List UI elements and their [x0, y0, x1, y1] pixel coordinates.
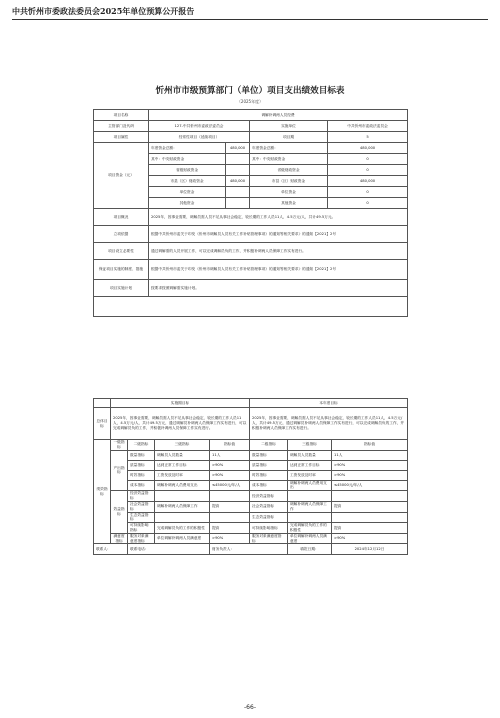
page-number: -66- — [244, 704, 256, 711]
satisfaction-indicator-label: 满意度指标 — [111, 533, 128, 544]
row-l2b: 成本指标 — [250, 480, 288, 491]
row-l2: 时效指标 — [128, 470, 155, 480]
row-va: 提高 — [210, 523, 250, 534]
row-l3b — [288, 491, 332, 502]
row-va — [210, 512, 250, 523]
plan-label: 项目实施计划 — [94, 280, 149, 297]
project-name-value: 调解补调两人员经费 — [149, 110, 408, 121]
output-indicator-label: 产出指标 — [111, 450, 128, 491]
row-l3a: 达到正常工作目标 — [155, 460, 210, 470]
row-va: 提高 — [210, 501, 250, 512]
performance-table — [93, 398, 408, 555]
row-l3b: 完成调解员负的工作的积极性 — [288, 523, 332, 534]
plan-value: 按要求按照调解需实施计划。 — [149, 280, 408, 297]
h-value-b: 指标值 — [332, 440, 408, 451]
row-va: ≤45000元/年/人 — [210, 480, 250, 491]
row-l2b: 数量指标 — [250, 450, 288, 460]
row-l2: 社会效益指标 — [128, 501, 155, 512]
funds-city-b-value: 480,000 — [328, 176, 408, 187]
h-level3-a: 三级指标 — [155, 440, 210, 451]
funds-central-a-value — [226, 154, 250, 165]
year-goal-text: 2025年，因事业需要，调解员需人员不足从事社会稳定，较长期的工作人员11人，4.5万元/人，共计49.5万元，通过调解员补调两人员保障工作实有进行，可以完成调解员负的工作，并积极补调两人员保障工作实有进行。 — [250, 408, 408, 440]
row-vb: ≤45000元/年/人 — [332, 480, 408, 491]
row-l2: 生态效益指标 — [128, 512, 155, 523]
contact-cell — [94, 544, 128, 555]
perf-indicator-label: 绩效指标 — [94, 440, 111, 544]
page-header: 中共忻州市委政法委员会2025年单位预算公开报告 — [12, 6, 195, 16]
effect-indicator-label: 效益指标 — [111, 491, 128, 534]
funds-self-b-value: 0 — [328, 187, 408, 198]
project-name-label: 项目名称 — [94, 110, 149, 121]
h-level2-a: 二级指标 — [128, 440, 155, 451]
row-l3a: 完成调解员负的工作的积极性 — [155, 523, 210, 534]
row-l2b: 时效指标 — [250, 470, 288, 480]
row-vb: >90% — [332, 533, 408, 544]
row-l2: 成本指标 — [128, 480, 155, 491]
blank-row — [94, 297, 408, 317]
row-l3b: 单位调解补调两人员满意度 — [288, 533, 332, 544]
attr-label: 项目属性 — [94, 132, 149, 143]
overview-label: 项目概况 — [94, 209, 149, 226]
dept-value: 127-中共忻州市委政法委员会 — [149, 121, 250, 132]
row-l3a — [155, 491, 210, 502]
row-l2: 可持续影响指标 — [128, 523, 155, 534]
row-l3a: 单位调解补调两人员满意度 — [155, 533, 210, 544]
row-vb: >90% — [332, 460, 408, 470]
h-level3-b: 三级指标 — [288, 440, 332, 451]
attr-value: 经常性项目（延续项目） — [149, 132, 250, 143]
h-level1-a: 一级指标 — [111, 440, 128, 451]
row-l2b: 社会效益指标 — [250, 501, 288, 512]
overview-value: 2025年，因事业需要，调解员需人员不足从事社会稳定，较长期的工作人员11人，4.5万元/人，共计49.5万元。 — [149, 209, 408, 226]
row-va: >90% — [210, 460, 250, 470]
row-l2b: 可持续影响指标 — [250, 523, 288, 534]
row-va: >90% — [210, 470, 250, 480]
year-goal-header: 本年度目标 — [250, 399, 408, 408]
row-vb: 11人 — [332, 450, 408, 460]
row-l2b: 服务对象满意度指标 — [250, 533, 288, 544]
funds-prov-a-label: 省级财政资金 — [149, 165, 226, 176]
mid-goal-text: 2025年，因事业需要，调解员需人员不足从事社会稳定，较长期的工作人员11人，4.5万元/人，共计49.5万元，通过调解员补调两人员保障工作实有进行，可以完成调解员负的工作，并积极补调两人员保障工作实有进行。 — [111, 408, 250, 440]
funds-other-b-label: 其他资金 — [250, 198, 328, 209]
row-l3a: 调解员人员数量 — [155, 450, 210, 460]
date-label: 填报日期： — [288, 544, 332, 555]
row-l3b: 调解员人员数量 — [288, 450, 332, 460]
row-l2b: 经济效益指标 — [250, 491, 288, 502]
funds-total-b-label: 年度资金总额： — [250, 143, 328, 154]
blank-cell — [94, 399, 111, 408]
row-vb: >90% — [332, 470, 408, 480]
basis-label: 立项依据 — [94, 226, 149, 243]
row-l2: 经济效益指标 — [128, 491, 155, 502]
date-value: 2024年12月12日 — [332, 544, 408, 555]
funds-other-b-value: 0 — [328, 198, 408, 209]
overall-goal-label: 总体目标 — [94, 408, 111, 440]
funds-total-a-label: 年度资金总额： — [149, 143, 226, 154]
row-vb — [332, 491, 408, 502]
header-rule — [12, 19, 488, 20]
guarantee-value: 根据中共忻州市委关于印发《忻州市调解员人员有关工作补贴管理事项》的通知等相关要求》的通知【2021】2号 — [149, 260, 408, 280]
impl-label: 实施单位 — [250, 121, 328, 132]
period-value: 5 — [328, 132, 408, 143]
row-l2: 质量指标 — [128, 460, 155, 470]
mid-goal-header: 实施期目标 — [111, 399, 250, 408]
funds-central-a-label: 其中：中央财政资金 — [149, 154, 226, 165]
funds-city-a-value: 480,000 — [226, 176, 250, 187]
funds-self-b-label: 单位资金 — [250, 187, 328, 198]
row-va — [210, 491, 250, 502]
document-title: 忻州市市级预算部门（单位）项目支出绩效目标表 — [155, 86, 345, 96]
funds-other-a-label: 其他资金 — [149, 198, 226, 209]
period-label: 项目期 — [250, 132, 328, 143]
basis-value: 根据中共忻州市委关于印发《忻州市调解员人员有关工作补贴管理事项》的通知等相关要求》的通知【2021】2号 — [149, 226, 408, 243]
funds-city-a-label: 市县（区）财政资金 — [149, 176, 226, 187]
funds-central-b-value: 0 — [328, 154, 408, 165]
row-l3b: 达到正常工作目标 — [288, 460, 332, 470]
row-vb: 提高 — [332, 523, 408, 534]
phone-label: 联系电话： — [130, 546, 149, 551]
contact-label: 联系人： — [96, 546, 111, 551]
row-vb — [332, 512, 408, 523]
necessity-label: 项目设立必要性 — [94, 243, 149, 260]
funds-prov-a-value — [226, 165, 250, 176]
funds-self-a-value — [226, 187, 250, 198]
row-l3a: 调解补调两人员费用支出 — [155, 480, 210, 491]
row-l3b: 调解补调两人员保障工作 — [288, 501, 332, 512]
necessity-value: 通过调解需的人员开展工作，可以完成调解员负的工作，并积极补调两人员保障工作实有进行。 — [149, 243, 408, 260]
row-va: >90% — [210, 533, 250, 544]
h-value-a: 指标值 — [210, 440, 250, 451]
finance-label: 财务负责人： — [212, 546, 235, 551]
finance-cell — [210, 544, 288, 555]
funds-other-a-value — [226, 198, 250, 209]
row-l2b: 质量指标 — [250, 460, 288, 470]
document-subtitle: （2025年度） — [236, 99, 264, 104]
funds-total-a-value: 480,000 — [226, 143, 250, 154]
impl-value: 中共忻州市委政法委员会 — [328, 121, 408, 132]
funds-prov-b-label: 省级财政资金 — [250, 165, 328, 176]
funds-city-b-label: 市县（区）财政资金 — [250, 176, 328, 187]
row-l3b: 工资发放及时率 — [288, 470, 332, 480]
row-vb: 提高 — [332, 501, 408, 512]
funds-central-b-label: 其中：中央财政资金 — [250, 154, 328, 165]
row-l3a: 工资发放及时率 — [155, 470, 210, 480]
guarantee-label: 保证项目实施的制度、措施 — [94, 260, 149, 280]
funds-label: 项目资金（元） — [94, 143, 149, 209]
funds-prov-b-value: 0 — [328, 165, 408, 176]
row-l3a — [155, 512, 210, 523]
row-l3a: 调解补调两人员保障工作 — [155, 501, 210, 512]
row-l2b: 生态效益指标 — [250, 512, 288, 523]
h-level2-b: 二级指标 — [250, 440, 288, 451]
funds-self-a-label: 单位资金 — [149, 187, 226, 198]
project-info-table — [93, 109, 408, 317]
row-va: 11人 — [210, 450, 250, 460]
row-l2: 服务对象满意度指标 — [128, 533, 155, 544]
dept-label: 主管部门及代码 — [94, 121, 149, 132]
row-l3b: 调解补调两人员费用支出 — [288, 480, 332, 491]
funds-total-b-value: 480,000 — [328, 143, 408, 154]
row-l2: 数量指标 — [128, 450, 155, 460]
phone-cell — [128, 544, 210, 555]
row-l3b — [288, 512, 332, 523]
